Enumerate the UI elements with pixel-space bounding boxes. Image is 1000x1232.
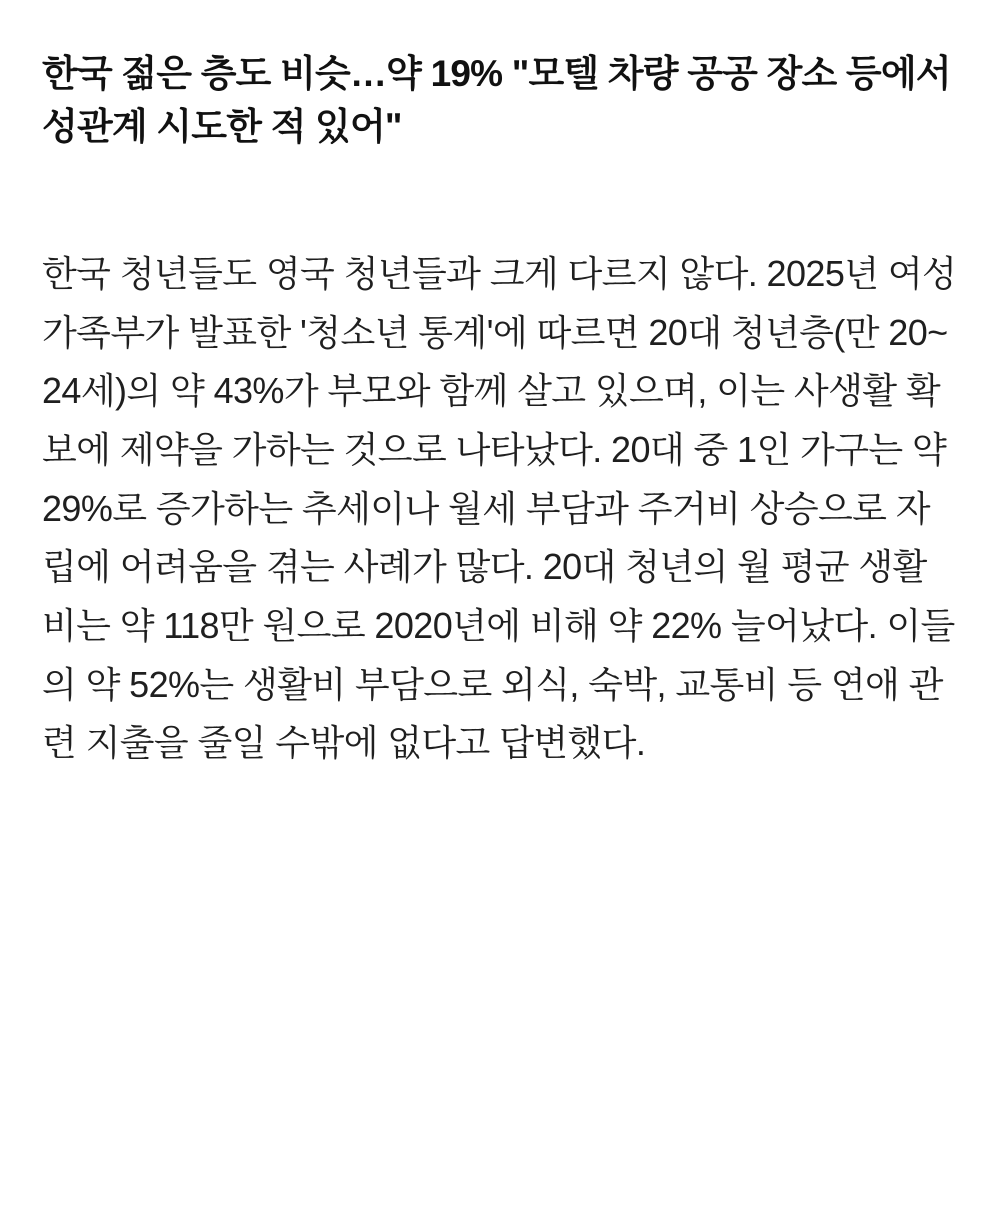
article-body-paragraph: 한국 청년들도 영국 청년들과 크게 다르지 않다. 2025년 여성가족부가 발표한 '청소년 통계'에 따르면 20대 청년층(만 20~24세)의 약 43%가 부모와 함께 살고 있으며, 이는 사생활 확보에 제약을 가하는 것으로 나타났다. 20대 중 1인 가구는 약 29%로 증가하는 추세이나 월세 부담과 주거비 상승으로 자립에 어려움을 겪는 사례가 많다. 20대 청년의 월 평균 생활비는 약 118만 원으로 2020년에 비해 약 22% 늘어났다. 이들의 약 52%는 생활비 부담으로 외식, 숙박, 교통비 등 연애 관련 지출을 줄일 수밖에 없다고 답변했다. xyxy=(42,253,957,764)
article-headline: 한국 젊은 층도 비슷…약 19% "모텔 차량 공공 장소 등에서 성관계 시도한 적 있어" xyxy=(42,53,951,147)
headline-body-spacer xyxy=(42,153,958,245)
